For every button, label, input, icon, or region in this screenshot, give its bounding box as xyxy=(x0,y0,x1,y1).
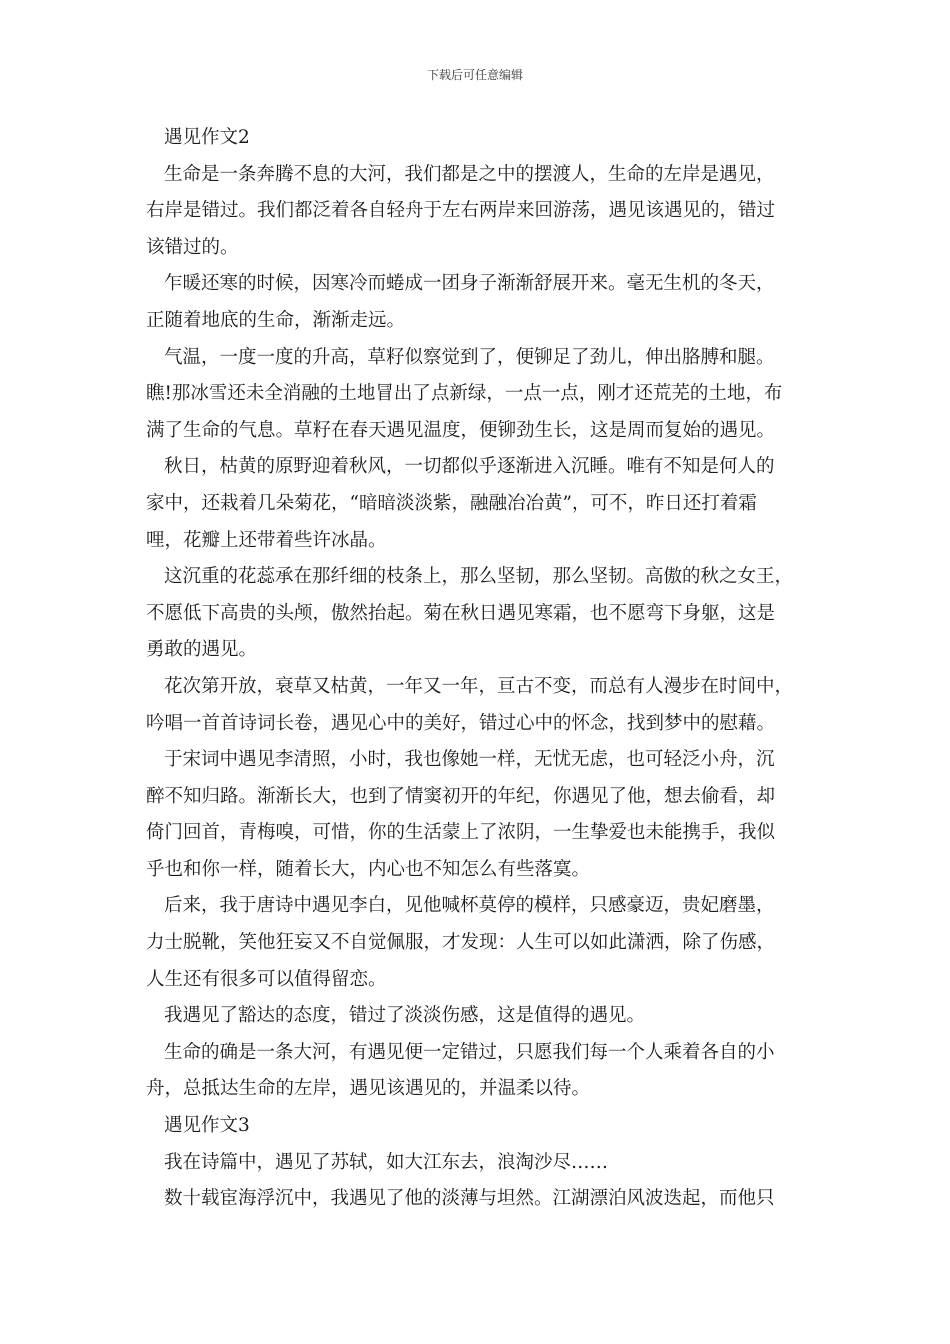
text-line: 花次第开放，衰草又枯黄，一年又一年，亘古不变，而总有人漫步在时间中， xyxy=(164,675,794,697)
text-line: 力士脱靴，笑他狂妄又不自觉佩服，才发现：人生可以如此潇洒，除了伤感， xyxy=(146,932,776,954)
text-line: 哩，花瓣上还带着些许冰晶。 xyxy=(146,529,387,551)
text-line: 于宋词中遇见李清照，小时，我也像她一样，无忧无虑，也可轻泛小舟，沉 xyxy=(164,749,775,771)
text-line: 我在诗篇中，遇见了苏轼，如大江东去，浪淘沙尽…… xyxy=(164,1151,609,1173)
text-line: 乍暖还寒的时候，因寒冷而蜷成一团身子渐渐舒展开来。毫无生机的冬天， xyxy=(164,273,775,295)
text-line: 家中，还栽着几朵菊花，“暗暗淡淡紫，融融冶冶黄”，可不，昨日还打着霜 xyxy=(146,492,757,514)
text-line: 正随着地底的生命，渐渐走远。 xyxy=(146,309,406,331)
page-header: 下载后可任意编辑 xyxy=(426,68,523,82)
text-line: 满了生命的气息。草籽在春天遇见温度，便铆劲生长，这是周而复始的遇见。 xyxy=(146,419,776,441)
text-line: 后来，我于唐诗中遇见李白，见他喊杯莫停的模样，只感豪迈，贵妃磨墨， xyxy=(164,895,775,917)
text-line: 秋日，枯黄的原野迎着秋风，一切都似乎逐渐进入沉睡。唯有不知是何人的 xyxy=(164,456,775,478)
text-line: 这沉重的花蕊承在那纤细的枝条上，那么坚韧，那么坚韧。高傲的秋之女王， xyxy=(164,566,794,588)
text-line: 遇见作文2 xyxy=(164,127,250,148)
text-line: 吟唱一首首诗词长卷，遇见心中的美好，错过心中的怀念，找到梦中的慰藉。 xyxy=(146,712,776,734)
text-line: 瞧!那冰雪还未全消融的土地冒出了点新绿，一点一点，刚才还荒芜的土地，布 xyxy=(146,383,783,405)
text-line: 醉不知归路。渐渐长大，也到了情窦初开的年纪，你遇见了他，想去偷看，却 xyxy=(146,785,776,807)
text-line: 遇见作文3 xyxy=(164,1115,250,1137)
text-line: 人生还有很多可以值得留恋。 xyxy=(146,968,387,990)
text-line: 不愿低下高贵的头颅，傲然抬起。菊在秋日遇见寒霜，也不愿弯下身躯，这是 xyxy=(146,602,776,624)
text-line: 右岸是错过。我们都泛着各自轻舟于左右两岸来回游荡，遇见该遇见的，错过 xyxy=(146,200,776,222)
text-line: 乎也和你一样，随着长大，内心也不知怎么有些落寞。 xyxy=(146,858,591,880)
document-body xyxy=(146,120,816,1218)
text-line: 舟，总抵达生命的左岸，遇见该遇见的，并温柔以待。 xyxy=(146,1078,591,1100)
text-line: 数十载宦海浮沉中，我遇见了他的淡薄与坦然。江湖漂泊风波迭起，而他只 xyxy=(164,1188,775,1210)
text-line: 气温，一度一度的升高，草籽似察觉到了，便铆足了劲儿，伸出胳膊和腿。 xyxy=(164,346,775,368)
text-line: 勇敢的遇见。 xyxy=(146,639,258,661)
text-line: 我遇见了豁达的态度，错过了淡淡伤感，这是值得的遇见。 xyxy=(164,1005,646,1027)
text-line: 生命是一条奔腾不息的大河，我们都是之中的摆渡人，生命的左岸是遇见， xyxy=(164,163,775,185)
text-line: 生命的确是一条大河，有遇见便一定错过，只愿我们每一个人乘着各自的小 xyxy=(164,1041,775,1063)
text-line: 倚门回首，青梅嗅，可惜，你的生活蒙上了浓阴，一生挚爱也未能携手，我似 xyxy=(146,822,776,844)
text-line: 该错过的。 xyxy=(146,236,239,258)
